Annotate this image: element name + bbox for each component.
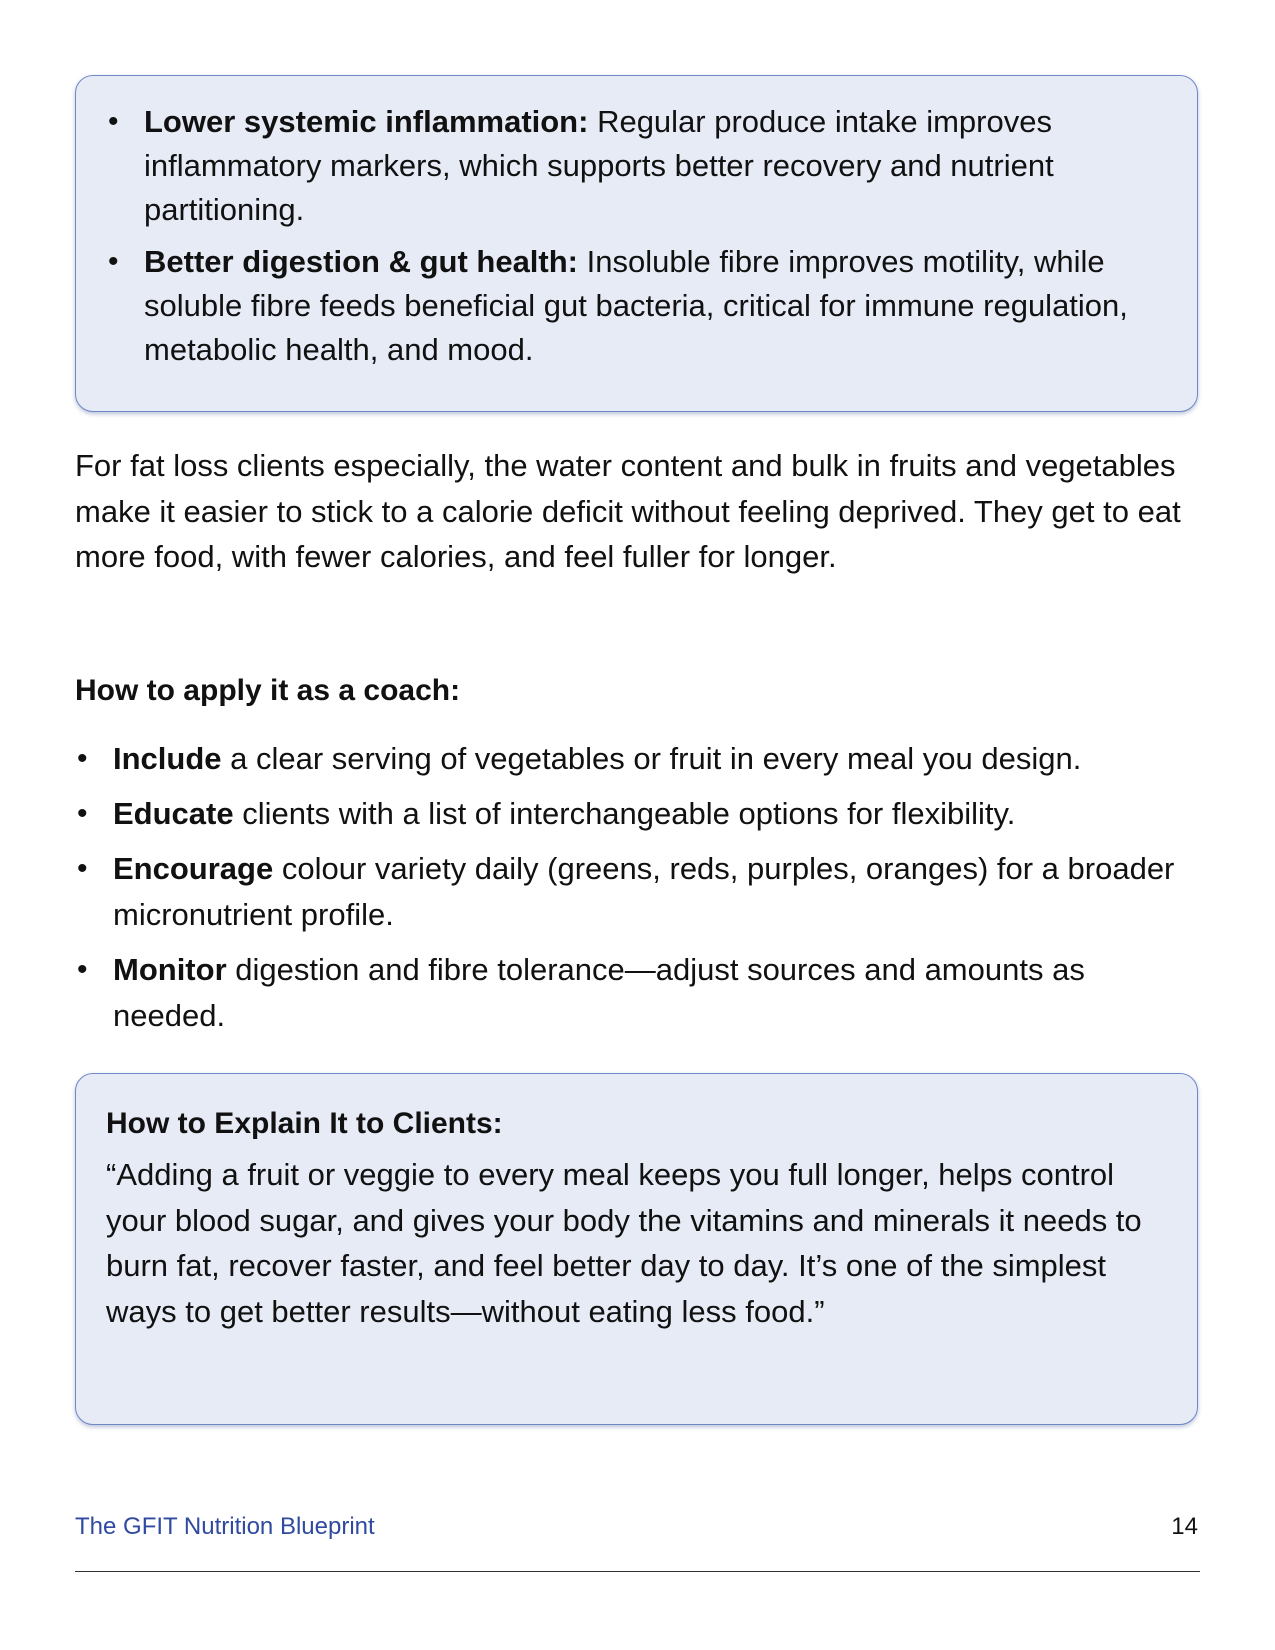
footer-divider — [75, 1571, 1200, 1572]
benefit-item-title: Lower systemic inflammation: — [144, 104, 589, 139]
coach-item-encourage — [75, 846, 1200, 938]
coach-item-text: a clear serving of vegetables or fruit in every meal you design. — [221, 741, 1082, 776]
client-callout-heading: How to Explain It to Clients: — [106, 1107, 503, 1140]
coach-item-text: digestion and fibre tolerance—adjust sources and amounts as needed. — [113, 952, 1085, 1033]
benefits-list — [106, 100, 1157, 372]
document-page — [75, 0, 1200, 1650]
coach-item-monitor — [75, 947, 1200, 1039]
coach-item-keyword: Monitor — [113, 952, 227, 987]
client-explanation-callout-box — [75, 1073, 1198, 1425]
coach-section-heading: How to apply it as a coach: — [75, 674, 461, 707]
client-callout-quote: “Adding a fruit or veggie to every meal keeps you full longer, helps control your blood sugar, and gives your body the vitamins and minerals it needs to burn fat, recover faster, and feel better day to day. It’s one of the simplest ways to get better results—without eating less food.” — [106, 1157, 1142, 1329]
coach-item-keyword: Encourage — [113, 851, 274, 886]
coach-action-list — [75, 736, 1200, 1048]
footer-document-title: The GFIT Nutrition Blueprint — [75, 1513, 375, 1540]
benefit-item-inflammation — [106, 100, 1157, 232]
coach-item-text: colour variety daily (greens, reds, purples, oranges) for a broader micronutrient profile. — [113, 851, 1175, 932]
benefit-item-text: Insoluble fibre improves motility, while soluble fibre feeds beneficial gut bacteria, critical for immune regulation, metabolic health, and mood. — [144, 244, 1128, 367]
coach-item-keyword: Include — [113, 741, 222, 776]
benefit-item-text: Regular produce intake improves inflammatory markers, which supports better recovery and nutrient partitioning. — [144, 104, 1054, 227]
benefit-item-digestion — [106, 240, 1157, 372]
coach-item-text: clients with a list of interchangeable options for flexibility. — [233, 796, 1016, 831]
benefits-callout-box — [75, 75, 1198, 412]
coach-item-include — [75, 736, 1200, 782]
benefit-item-title: Better digestion & gut health: — [144, 244, 578, 279]
footer-page-number: 14 — [1171, 1513, 1198, 1540]
fat-loss-paragraph: For fat loss clients especially, the water content and bulk in fruits and vegetables make it easier to stick to a calorie deficit without feeling deprived. They get to eat more food, with fewer calories, and feel fuller for longer. — [75, 448, 1181, 574]
coach-item-keyword: Educate — [113, 796, 234, 831]
coach-item-educate — [75, 791, 1200, 837]
